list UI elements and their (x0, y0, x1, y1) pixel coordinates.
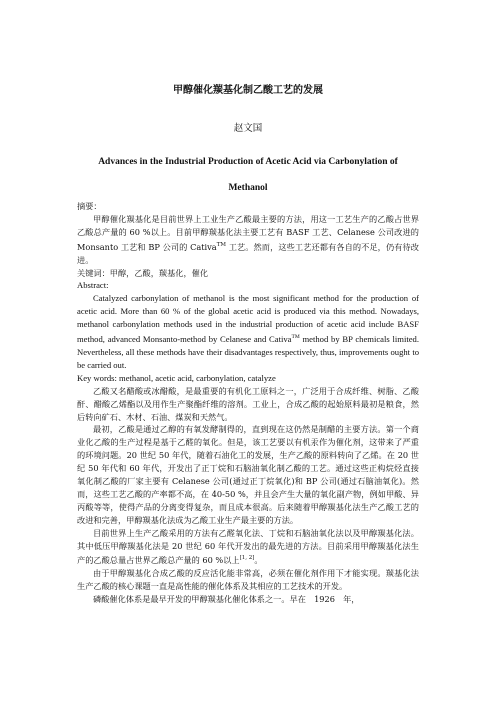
keywords-cn: 关键词：甲醇，乙酸，羰基化，催化 (77, 267, 209, 278)
paragraph-4: 由于甲醇羰基化合成乙酸的反应活化能非常高，必须在催化剂作用下才能实现。羰基化法生产乙酸的核心课题一直是高性能的催化体系及其相应的工艺技术的开发。 (77, 568, 419, 592)
paragraph-5: 磷酸催化体系是最早开发的甲醇羰基化催化体系之一。早在 1926 年， (93, 594, 360, 605)
abstract-en: Catalyzed carbonylation of methanol is the most significant method for the production of acetic acid. More than 60 % of the global acetic acid is produced via this method. Nowadays, methanol carbonylation methods used in the industrial production of acetic acid include BASF method, advanced Monsanto-method by Celanese and Cativa™ method by BP chemicals limited. Nevertheless, all these methods have their disadvantages respectively, thus, improvements ought to be carried out. (77, 293, 419, 370)
author: 赵文国 (233, 123, 263, 134)
paragraph-1: 乙酸又名醋酸或冰醋酸，是最重要的有机化工原料之一，广泛用于合成纤维、树脂、乙酸酐、醋酸乙烯酯以及用作生产聚酯纤维的溶剂。工业上，合成乙酸的起始原料最初是粮食，然后转向矿石、木材、石油、煤炭和天然气。 (77, 385, 419, 422)
title-chinese: 甲醇催化羰基化制乙酸工艺的发展 (173, 85, 323, 96)
title-english: Advances in the Industrial Production of Acetic Acid via Carbonylation of Methanol (98, 157, 398, 193)
article-body (77, 200, 419, 606)
abstract-cn: 甲醇催化羰基化是目前世界上工业生产乙酸最主要的方法，用这一工艺生产的乙酸占世界乙酸总产量的 60 %以上。目前甲醇羰基化法主要工艺有 BASF 工艺、Celanese 公司改进的 Monsanto 工艺和 BP 公司的 Cativa™ 工艺。然而，这些工艺还都有各自的不足，仍有待改进。 (77, 213, 419, 265)
paragraph-3: 目前世界上生产乙酸采用的方法有乙醛氧化法、丁烷和石脑油氧化法以及甲醇羰基化法。其中低压甲醇羰基化法是 20 世纪 60 年代开发出的最先进的方法。目前采用甲醇羰基化法生产的乙酸总量占世界乙酸总产量的 60 %以上[1, 2]。 (77, 527, 419, 566)
abstract-en-label: Abstract: (77, 280, 109, 291)
keywords-en: Key words: methanol, acetic acid, carbonylation, catalyze (77, 372, 276, 383)
citation: [1, 2] (239, 555, 255, 562)
abstract-cn-label: 摘要： (77, 201, 102, 211)
paragraph-2: 最初，乙酸是通过乙醇的有氧发酵制得的，直到现在这仍然是制醋的主要方法。第一个商业化乙酸的生产过程是基于乙醛的氧化。但是，该工艺要以有机汞作为催化剂，这带来了严重的环境问题。20 世纪 50 年代，随着石油化工的发展，生产乙酸的原料转向了乙烯。在 20 世纪 50 年代和 60 年代，开发出了正丁烷和石脑油氧化制乙酸的工艺。通过这些正构烷烃直接氧化制乙酸的厂家主要有 Celanese 公司(通过正丁烷氧化)和 BP 公司(通过石脑油氧化)。然而，这些工艺乙酸的产率都不高，在 40-50 %，并且会产生大量的氧化副产物，例如甲酸、异丙酸等等，使得产品的分离变得复杂，而且成本很高。后来随着甲醇羰基化法生产乙酸工艺的改进和完善，甲醇羰基化法成为乙酸工业生产最主要的方法。 (77, 424, 419, 525)
